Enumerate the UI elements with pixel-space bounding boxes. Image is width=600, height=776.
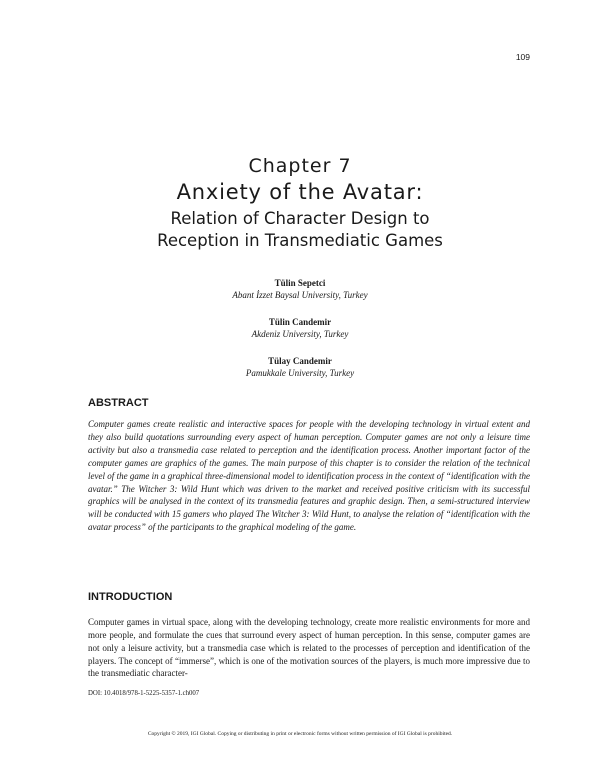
chapter-title: Anxiety of the Avatar:	[176, 180, 424, 204]
author-name: Tülay Candemir	[268, 356, 332, 366]
abstract-text: Computer games create realistic and interactive spaces for people with the developing technology in virtual extent and they also build quotations surrounding every aspect of human perception. Computer games are not only a leisure time activity but also a transmedia case related to perception and the identification process. Another important factor of the computer games are graphics of the games. The main purpose of this chapter is to consider the relation of the technical level of the game in a graphical three-dimensional model to identification process in the context of “identification with the avatar.” The Witcher 3: Wild Hunt which was driven to the market and received positive criticism with its successful graphics will be analysed in the context of its transmedia features and graphic design. Then, a semi-structured interview will be conducted with 15 gamers who played The Witcher 3: Wild Hunt, to analyse the relation of “identification with the avatar process” of the participants to the graphical modeling of the game.	[88, 419, 530, 533]
subtitle-line: Reception in Transmediatic Games	[157, 231, 443, 250]
introduction-heading: INTRODUCTION	[88, 591, 173, 603]
author-list	[0, 277, 600, 394]
page-number: 109	[515, 52, 530, 62]
author-affiliation: Pamukkale University, Turkey	[245, 368, 355, 378]
doi-line: DOI: 10.4018/978-1-5225-5357-1.ch007	[88, 690, 200, 697]
abstract-heading: ABSTRACT	[88, 397, 149, 409]
author-block	[0, 316, 600, 340]
author-block	[0, 355, 600, 379]
author-affiliation: Akdeniz University, Turkey	[251, 329, 349, 339]
subtitle-line: Relation of Character Design to	[170, 209, 430, 228]
chapter-label: Chapter 7	[248, 155, 352, 177]
introduction-text: Computer games in virtual space, along with the developing technology, create more realistic environments for more and more people, and formulate the cues that surround every aspect of human perception. In this sense, computer games are not only a leisure activity, but a transmedia case which is related to the processes of perception and identification of the players. The concept of “immerse”, which is one of the motivation sources of the players, is much more impressive due to the transmediatic character-	[88, 617, 530, 679]
author-name: Tülin Candemir	[268, 317, 332, 327]
author-name: Tülin Sepetci	[274, 278, 326, 288]
copyright-notice: Copyright © 2019, IGI Global. Copying or distributing in print or electronic forms without written permission of IGI Global is prohibited.	[147, 731, 453, 737]
chapter-subtitle	[0, 208, 600, 252]
author-block	[0, 277, 600, 301]
author-affiliation: Abant İzzet Baysal University, Turkey	[232, 290, 368, 300]
